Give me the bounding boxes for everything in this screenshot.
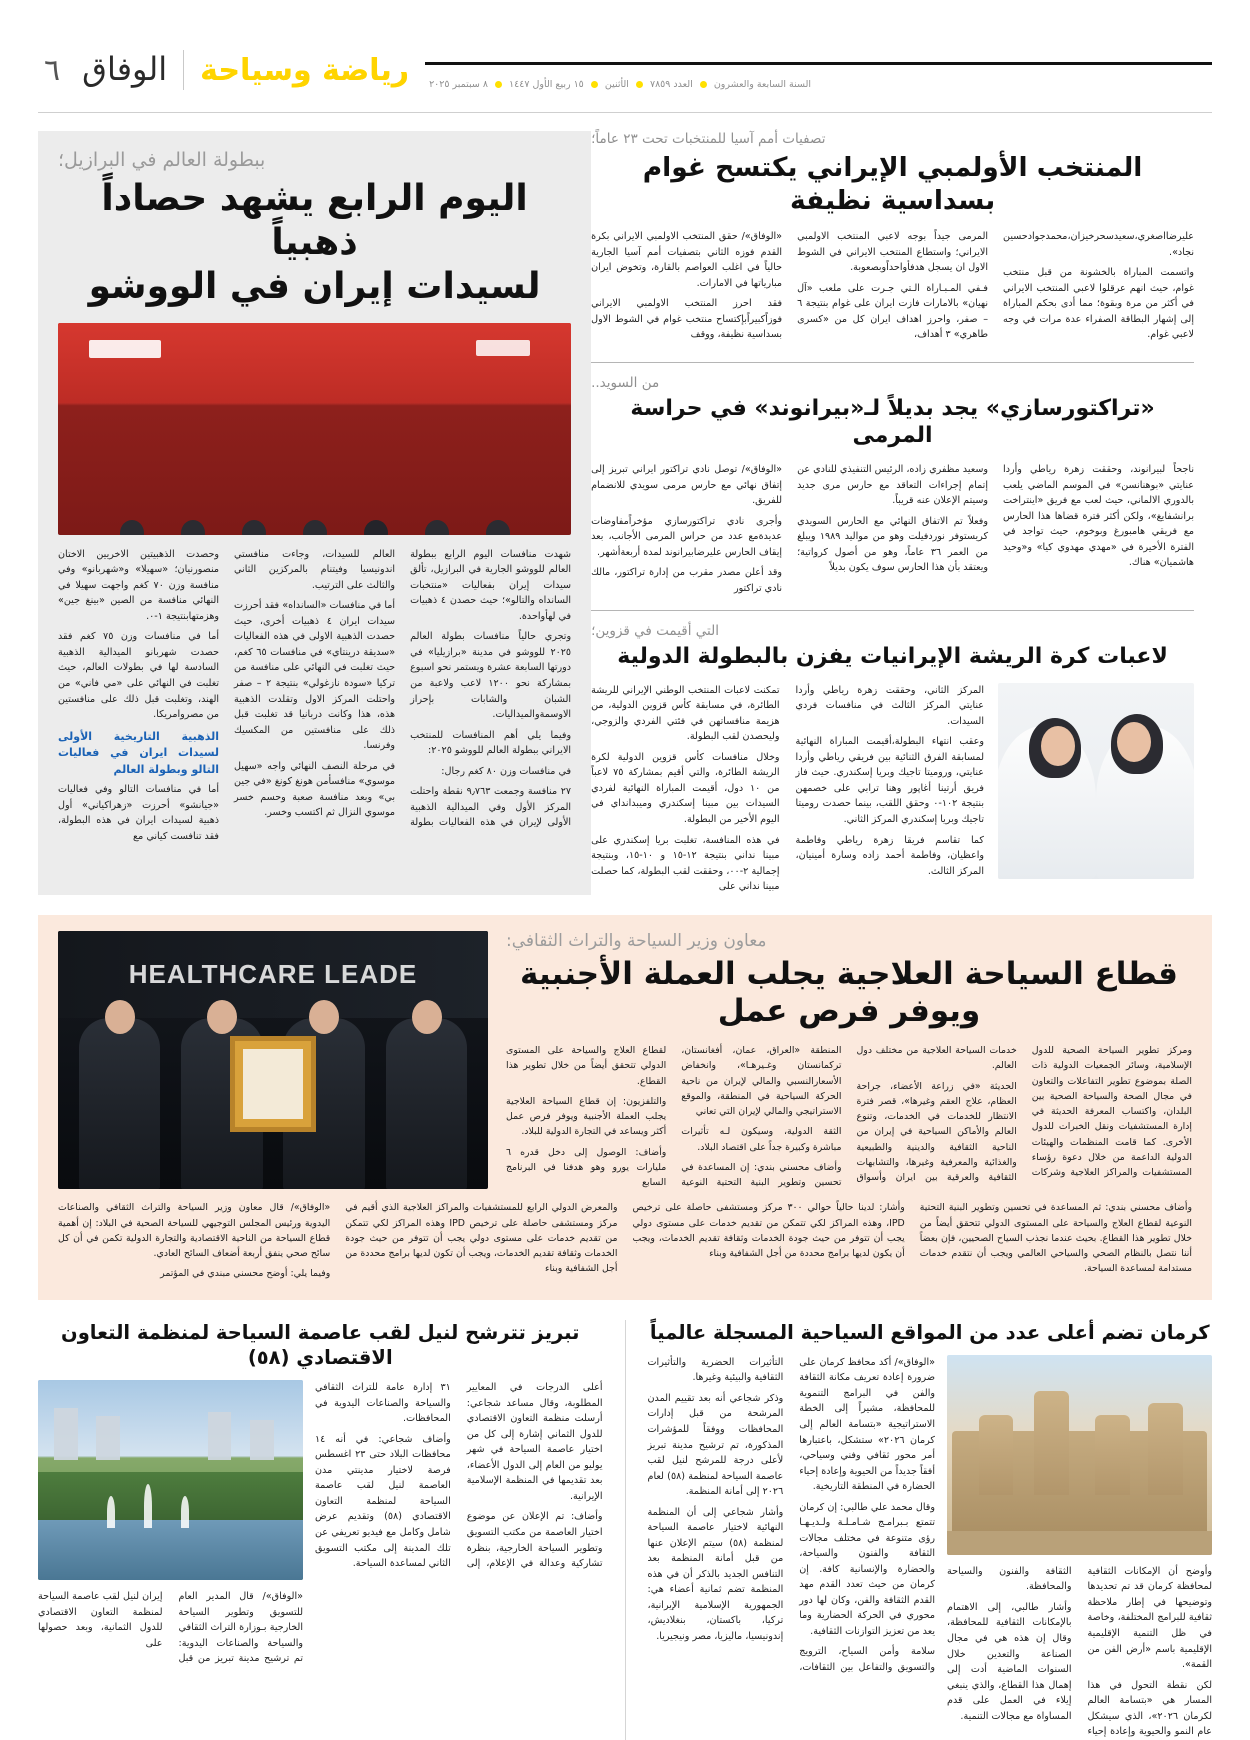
photo-overlay-text: HEALTHCARE LEADE [128,958,418,989]
paragraph: وأضاف محسني بندي: ثم المساعدة في تحسين وتطوير البنية التحتية النوعية لقطاع العلاج والسياحة على المستوى الدولي تتحقق أيضاً من خلال تطوير هذا القطاع. بحيث عندما نجذب السياح الصحيين، فإن بعضاً أننا نتصل بالنظام الصحي والسياحي العالمي ويجب أن نتقدم خدمات مستدامة لمساعدة السياحة. [919,1202,1192,1275]
article-body [591,229,1194,348]
paragraph: وأضاف: الوصول إلى دخل قدره ٦ مليارات يورو وهو هدفنا في البرنامج السابع [506,1146,667,1189]
paragraph: «الوفاق»/ قال المدير العام للتسويق وتطوير السياحة الخارجية بـوزارة التراث الثقافي والسياحة والصناعات اليدوية: تم ترشيح مدينة تبريز من قبل إيران لنيل لقب عاصمة السياحة لمنظمة التعاون الاقتصادي للدول الثمانية، وبعد حصولها على [38,1591,303,1665]
badminton-players-photo [998,683,1194,879]
paragraph: واتسمت المباراة بالخشونة من قبل منتخب غوام، حيث انهم عرقلوا لاعبي المنتخب الايراني في أكثر من مرة وبقوة؛ مما أدى بحكم المباراة إلى إشهار البطاقة الصفراء عدة مرات في وجه لاعبي غوام. [1003,267,1194,341]
meta-issue: العدد ٧٨٥٩ [649,79,693,90]
left-stories-column [591,131,1212,895]
paragraph: تمكنت لاعبات المنتخب الوطني الإيراني للريشة الطائرة، في مسابقة كأس قزوين الدولية، من هزيمة منافساتهن في فئتي الفردي والزوجي، وليحصدن لقب البطولة. [591,684,780,743]
meta-hijri-date: ١٥ ربيع الأول ١٤٤٧ [509,79,584,90]
paragraph: كما تقاسم فريقا زهرة رياطي وفاطمة واعظيان، وفاطمة أحمد زاده وسارة أمينيان، المركز الثالث. [795,834,984,877]
paragraph: وفيما يلي أهم المنافسات للمنتخب الايراني ببطولة العالم للووشو ٢٠٢٥: [410,729,572,757]
article-kicker: التي أقيمت في قزوين؛ [591,623,719,640]
brand-logo: الوفاق [74,50,184,90]
top-zone [38,131,1212,895]
article-body-a [947,1564,1212,1740]
article-body [58,547,571,844]
paragraph: وفيما يلي: أوضح محسني مبندي في المؤتمر [160,1268,331,1280]
page-number: ٦ [44,53,61,88]
masthead [38,0,1212,90]
paragraph: ٢٧ منافسة وجمعت ٩٫٧٦٣ نقطة واحتلت المركز الأول وفي الميدالية الذهبية الأولى لإيران في هذه الفعاليات بطولة العالم للسيدات، وجاءت منافستي اندونيسيا وفيتنام بالمركزين الثاني والثالث على الترتيب. [234,548,572,829]
paragraph: في هذه المنافسة، تغلبت بريا إسكندري على مبينا نداني بنتيجة ١٢-١٥ و ١٠-١٥، وبنتيجة إجمالية ٢-٠٠، وحققت لقب البطولة، كما حصلت مبينا نداني على [591,834,780,893]
paragraph: وعقب انتهاء البطولة،أقيمت المباراة النهائية لمسابقة الفرق الثنائية بين فريقي رياطي وأردا عنايتي، وروميتا تاجيك وبريا إسكندري. حيث فاز فريق أرتينا أغاپور وهنا ترابي على خصمهن بنتيجة ١٠٢-٠ وحقق اللقب، بينما حصدت روميتا تاجيك وبريا إسكندري المركز الثاني. [795,736,984,825]
paragraph: الحديثة «في زراعة الأعضاء، جراحة العظام، علاج العقم وغيرها»، قصر فترة الانتظار للخدمات في الخدمات، وتنوع العالم والأماكن السياحية في إيران من الناحية الثقافية والدينية والطبيعية والغذائية والمعرفية وغيرها، والتشابهات الثقافية والعرقية بين ايران وأسواق المنطقة «العراق، عمان، أفغانستان، تركمانستان وغـيرهـا»، وانخفاض الأسعارالنسبي والمالي لإيران من ناحية الحركة السياحية في المنطقة، والموقع الاستراتيجي والمالي لإيران التي تعاني [681,1045,1017,1184]
paragraph: وذكر شجاعي أنه بعد تقييم المدن المرشحة من قبل إدارات المحافظات ووفقاً للمؤشرات المذكورة، تم ترشيح مدينة تبريز لأعلى درجة للمرشح لنيل لقب عاصمة السياحة لمنظمة (٥٨) لعام ٢٠٢٦ إلى أمانة المنظمة. [647,1392,784,1498]
issue-meta [425,79,1212,90]
article-headline: «تراكتورسازي» يجد بديلاً لـ«بيرانوند» في حراسة المرمى [630,395,1155,449]
paragraph: أما في منافسات وزن ٧٥ كغم فقد حصدت شهربانو الميدالية الذهبية السادسة لها في بطولات العالم، حيث تغلبت في النهائي على «مي فاني» من الهند، وتغلبت قبل ذلك على منافستين من مصروامريكا. [58,631,220,721]
article-kicker: معاون وزير السياحة والتراث الثقافي: [506,930,767,951]
paragraph: المركز الثاني، وحققت زهرة رياطي وأردا عنايتي المركز الثالث في منافسات فردي السيدات. [795,684,984,727]
article-headline: كرمان تضم أعلى عدد من المواقع السياحية المسجلة عالمياً [649,1320,1210,1344]
paragraph: علیرضااصغري،سعیدسحرخیزان،محمدجوادحسین نجاد». [1003,231,1194,258]
article-kerman [648,1320,1213,1740]
paragraph: لكن نقطة التحول في هذا المسار هي «بتسامة العالم لكرمان ٢٠٢٦»، الذي سيشكل عام النمو والحيوية وإعادة إحياء الثقافة والفنون والسياحة والمحافظة. [947,1565,1212,1738]
article-tabriz [38,1320,603,1740]
article-body [591,683,984,895]
paragraph: وأشار طالبي، إلى الاهتمام بالإمكانات الثقافية للمحافظة، وقال إن هذه هي في مجال الصناعة والتعدين خلال السنوات الماضية أدت إلى إهمال هذا القطاع، والذي ينبغي إيلاء في العمل على قدم المساواة مع مجالات التنمية. [947,1601,1072,1722]
meta-gregorian-date: ٨ سبتمبر ٢٠٢٥ [429,79,488,90]
headline-line-2: لسيدات إيران في الووشو [88,265,541,307]
paragraph: «الوفاق»/ توصل نادي تراكتور ايراني تبريز إلى إتفاق نهائي مع حارس مرمى سويدي للانضمام للفريق. [591,463,783,507]
article-headline: تبريز تترشح لنيل لقب عاصمة السياحة لمنظمة التعاون الاقتصادي (٥٨) [61,1320,580,1369]
bullet-dot-icon [700,81,707,88]
paragraph: «الوفاق»/ قال معاون وزير السياحة والتراث الثقافي والصناعات اليدوية ورئيس المجلس التوجيهي للسياحة الصحية في البلاد: إن أهمية قطاع السياحة من الناحية الاقتصادية والتجارة الدولية تكمن في أن كل سائح صحي ينفق أربعة أضعاف السائح العادي. [58,1202,331,1260]
column-divider [625,1320,626,1740]
paragraph: وخلال منافسات كأس قزوين الدولية لكرة الريشة الطائرة، والتي أقيم بمشاركة ٧٥ لاعباً من ١٠ دول، أقيمت المباراة النهائية لفردي السيدات بين مبينا إسكندري وميبدانداي في اليوم الأخير من البطولة. [591,751,780,825]
paragraph: وأضاف محسني بندي: إن المساعدة في تحسين وتطوير البنية التحتية النوعية لقطاع العلاج والسياحة على المستوى الدولي تتحقق أيضاً من خلال تطوير هذا القطاع. [506,1045,842,1189]
article-body-b [38,1589,303,1667]
section-title: رياضة وسياحة [200,53,410,88]
paragraph: في منافسات وزن ٨٠ كغم رجال: [441,765,572,777]
masthead-divider [38,112,1212,113]
paragraph: «الوفاق»/ أكد محافظ كرمان على ضرورة إعادة تعريف مكانة الثقافة والفن في البرامج التنموية للمحافظة، مشيراً إلى الخطة الاستراتيجية «بتسامة العالم إلى كرمان ٢٠٢٦» ستشكل، باعتبارها أمر محور ثقافي وفني وسياحي، أفقاً جديداً من الحيوية وإعادة إحياء الحضارة في المنطقة التاريخية. [799,1356,935,1493]
article-medical-tourism [38,915,1212,1300]
masthead-meta-bar [425,62,1212,90]
article-body-top [506,1043,1192,1190]
meta-day: الأثنين [604,79,629,90]
article-kicker: من السويد.. [591,374,660,391]
article-headline [58,177,571,309]
paragraph: والتلفزيون: إن قطاع السياحة العلاجية يجلب العملة الأجنبية ويوفر فرص عمل أكثر ويساعد في التجارة الدولية للبلاد. [506,1095,667,1138]
paragraph: ومركز تطوير السياحة الصحية للدول الإسلامية، وسائر الجمعيات الدولية ذات الصلة بموضوع تطوير التفاعلات والتعاون في مجال الصحة والسياحة الصحية بين البلدان، واكتساب المعرفة الحديثة في إدارة المستشفيات ونقل الخبرات للدول الأخرى. كما قامت المنظمات والهيئات الدولية الداعمة من خلال دعوة رؤساء المستشفيات والمراكز العلاجية وشركات خدمات السياحة العلاجية من مختلف دول العالم. [856,1045,1192,1179]
paragraph: «الوفاق»/ حقق المنتخب الاولمبي الايراني بكرة القدم فوزه الثاني بتصفيات أمم آسيا الجارية حالياً في اغلب العواصم بالقارة، وتخوض ايران مبارياتها في الامارات. [591,231,783,289]
paragraph: ناجحاً لبيرانوند، وحققت زهرة رياطي وأردا عنايتي «بوهنانسن» في الموسم الماضي يلعب بالدوري الالماني، حيث لعب مع فريق «اينتراخت برانشفايغ»، ولكن أكثر فترة قضاها هذا الحارس مع فريقي هامبورغ وبوخوم، حيث تواجد في الفترة الأخيرة في «مهدي مهدوي كيا» و«وحيد هاشميان» هناك. [1003,463,1194,569]
paragraph: المرمى جيداً بوجه لاعبي المنتخب الاولمبي الايراني؛ واستطاع المنتخب الايراني في الشوط الاول ان يسجل هدفأواحداًوبصعوبة. [797,231,989,274]
paragraph: وقد أعلن مصدر مقرب من إدارة تراكتور، مالك نادي تراكتور [591,567,783,594]
article-kicker: ببطولة العالم في البرازيل؛ [58,149,266,171]
paragraph: وأضاف شجاعي: في أنه ١٤ محافظات البلاد حتى ٢٣ اغسطس فرصة لاختيار مدينتي مدن العاصمة لنيل لقب عاصمة السياحة لمنظمة التعاون الاقتصادي (٥٨) وتقديم عرض شامل وكامل مع فيديو تعريفي عن تلك المدينة إلى مكتب التسويق الثاني لمساعدة السياحة. [315,1433,451,1570]
paragraph: وأضاف: تم الإعلان عن موضوع اختيار العاصمة من مكتب التسويق وتطوير السياحة الخارجية، بنظرة تشاركية وعدالة في الإعلام، إلى ٣١ إدارة عامة للتراث الثقافي والسياحة والصناعات اليدوية في المحافظات. [315,1382,603,1570]
healthcare-leaders-award-photo [58,931,488,1189]
paragraph: شهدت منافسات اليوم الرابع ببطولة العالم للووشو الجارية في البرازيل، تألق سيدات إيران بفعاليات «منتخبات السانداه والتالو»؛ حيث حصدن ٤ ذهبيات في لهأواحدة. [410,548,572,622]
paragraph: وقال محمد علي طالبي: إن كرمان تتمتع بـبرامـج شـامـلـة ولـديـهـا رؤى متنوعة في مختلف مجالات الثقافة والفنون والسياحة، والحضارة والإنسانية كافة. إن كرمان من حيث تعدد القدم مهد القدم الثقافة والفن، وكان لها دور محوري في الحركة الحضارية وما يعد من تعزيز التوازنات الثقافية. [799,1501,935,1637]
paragraph: وفعلاً تم الاتفاق النهائي مع الحارس السويدي كريستوفر نوردفيلت وهو من مواليد ١٩٨٩ ويبلغ من العمر ٣٦ عاماً، وهو من أصول كرواتية؛ ويعتقد بأن هذا الحارس سوف يكون بديلاً [797,515,989,574]
bullet-dot-icon [495,81,502,88]
paragraph: أما في منافسات «السانداه» فقد أحرزت سيدات ايران ٤ ذهبيات أخرى، حيث حصدت الذهبية الاولى في هذه الفعاليات «سديقة درينتاي» في منافسات ٦٥ كغم، حيث تغلبت في النهائي على منافسة من تركيا «سودة نازغولي» بنتيجة ٢ – صفر واحتلت المركز الاول وتقلدت الذهبية هذه، هذا وكانت دربانيا قد تغلبت قبل ذلك على منافستين من المكسيك وفرنسا. [234,600,396,752]
kerman-citadel-photo [947,1355,1212,1555]
article-body-b [648,1355,936,1740]
article-headline: قطاع السياحة العلاجية يجلب العملة الأجنبية ويوفر فرص عمل [520,955,1178,1030]
paragraph: أما في منافسات التالو وفي فعاليات «جيانشو» أحرزت «زهراكياني» أول ذهبية لسيدات ايران في هذه البطولة، فقد تنافست كياني مع [58,784,220,842]
paragraph: وأشار شجاعي إلى أن المنظمة النهائية لاختيار عاصمة السياحة لمنظمة (٥٨) سيتم الإعلان عنها من قبل أمانة المنظمة بعد التنافس الجديد بالذكر أن في هذه المنظمة تضم ثمانية أعضاء هي: الجمهورية الإسلامية الإيرانية، تركيا، باكستان، بنغلاديش، إندونيسيا، ماليزيا، مصر ونيجيريا. [647,1506,784,1642]
article-body [591,462,1194,596]
article-divider [591,610,1194,611]
paragraph: فقد احرز المنتخب الاولمبي الايراني فوزاًكبيراًبإكتساح منتخب غوام في الشوط الاول بسداسية نظيفة، ووقف [591,298,783,341]
paragraph: والمعرض الدولي الرابع للمستشفيات والمراكز العلاجية الذي أقيم في مركز ومستشفى حاصلة على ترخيص IPD وهذه المراكز لكي تتمكن من تقديم خدمات على مستوى دولي يجب أن تتوفر من حيث جودة الخدمات وثقافة تقديم الخدمات، ويجب أن تكون لديها برامج محددة من أجل الشفافية وبناء [345,1202,618,1275]
paragraph: الثقة الدولية، وسيكون لـه تأثيرات مباشرة وكبيرة جداً على اقتصاد البلاد. [681,1126,842,1153]
paragraph: وتجري حالياً منافسات بطولة العالم ٢٠٢٥ للووشو في مدينة «برازيليا» في دورتها السابعة عشرة ويستمر نحو اسبوع بمشاركة نحو ١٢٠٠ لاعب ولاعبة من الشبان والشابات بإحراز الاوسمةوالميداليات. [410,631,572,721]
bullet-dot-icon [591,81,598,88]
paragraph: وحصدت الذهبيتين الاخريين الاختان منصورنيان؛ «سهيلا» و«شهربانو» وفي منافسة وزن ٧٠ كغم واجهت سهيلا في النهائي منافسة من الصين «بينغ جين» وهزمتهابنتيجة ١-٠. [58,548,220,622]
meta-year: السنة السابعة والعشرون [713,79,812,90]
article-lead-wushu [38,131,591,895]
paragraph: وأوضح أن الإمكانات الثقافية لمحافظة كرمان قد تم تحديدها وتوضيحها في إطار ملاحظة ثقافية للبرامج المختلفة، وخاصة في ظل التنمية الإقليمية الإقليمية باسم «أرض الفن من القمة». [1087,1565,1212,1671]
article-badminton [591,623,1194,894]
article-football [591,131,1194,348]
article-body-a [315,1380,603,1667]
article-body-bottom [58,1200,1192,1281]
paragraph: وأشار: لدينا حالياً حوالي ٣٠٠ مركز ومستشفى حاصلة على ترخيص IPD، وهذه المراكز لكي تتمكن من تقديم خدمات على مستوى دولي يجب أن تتوفر من حيث جودة الخدمات وثقافة تقديم الخدمات، ويجب أن يكون لديها برامج محددة من أجل الشفافية وبناء [632,1202,905,1260]
article-headline: المنتخب الأولمبي الإيراني يكتسح غوام بسداسية نظيفة [642,152,1143,217]
paragraph: في مرحلة النصف النهائي واجه «سهيل موسوي» منافسأمن هونغ كونغ «في جين بي» وبعد منافسة صعبة وحسم خسر موسوي النزال ثم اكتسب وخسر. [234,760,396,819]
paragraph: وأجرى نادي تراكتورسازي مؤخراًمفاوضات عديدةمع عدد من حراس المرمى الأجانب، بعد إيقاف الحارس علیرضابیرانوند لمدة أربعةأشهر. [591,515,783,558]
paragraph: سلامة وأمن السياح، الترويج والتسويق والتفاعل بين الثقافات، التأثيرات الحضرية والتأثيرات الثقافية والبيئية وغيرها. [647,1356,935,1673]
wushu-team-podium-photo [58,323,571,535]
article-goalkeeper [591,375,1194,596]
paragraph: وسعيد مظفري زاده، الرئيس التنفيذي للنادي عن إتمام إجراءات التعاقد مع حارس مرى جديد وسيتم الإعلان عنه قريباً. [797,463,989,507]
paragraph: أعلى الدرجات في المعايير المطلوبة، وقال مساعد شجاعي: أرسلت منظمة التعاون الاقتصادي للدول الثماني إشارة إلى كل من اختيار عاصمة السياحة في شهر يوليو من العام إلى الدول الأعضاء، بعد تقديمها في المنظمة الإسلامية الإيرانية. [466,1382,603,1502]
tabriz-park-photo [38,1380,303,1580]
article-subheadline: الذهبية التاريخية الأولى لسيدات ايران في فعاليات التالو وبطولة العالم [58,729,220,776]
headline-line-1: اليوم الرابع يشهد حصاداً ذهبياً [101,178,528,263]
article-headline: لاعبات كرة الريشة الإيرانيات يفزن بالبطولة الدولية [617,644,1168,670]
article-divider [591,362,1194,363]
bottom-zone [38,1320,1212,1740]
bullet-dot-icon [636,81,643,88]
article-kicker: تصفيات أمم آسيا للمنتخبات تحت ٢٣ عاماً؛ [591,131,826,147]
paragraph: فـفي المـبـاراة الـتي جـرت على ملعب «آل نهيان» بالامارات فازت ايران على غوام بنتيجة ٦ – صفر، واحرز اهداف ايران كل من «كسرى طاهري» ٣ أهداف، [797,282,989,341]
